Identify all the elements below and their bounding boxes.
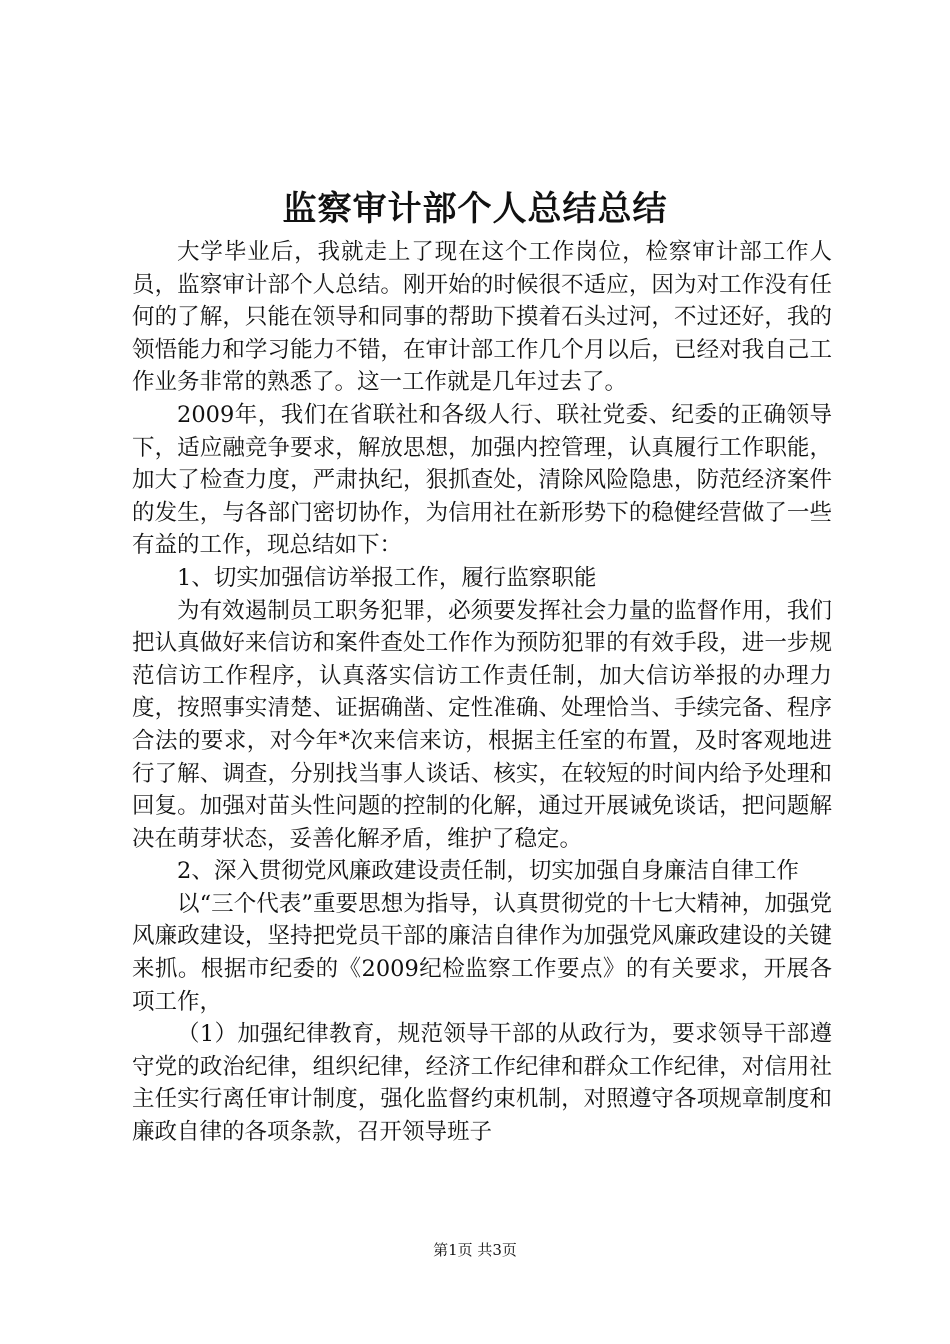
paragraph-item-1: （1）加强纪律教育，规范领导干部的从政行为，要求领导干部遵守党的政治纪律，组织纪律，经济工作纪律和群众工作纪律，对信用社主任实行离任审计制度，强化监督约束机制，对照遵守各项规章制度和廉政自律的各项条款，召开领导班子 [132, 1021, 832, 1146]
page-footer: 第1页 共3页 [433, 1241, 517, 1259]
paragraph-section-1: 为有效遏制员工职务犯罪，必须要发挥社会力量的监督作用，我们把认真做好来信访和案件查处工作作为预防犯罪的有效手段，进一步规范信访工作程序，认真落实信访工作责任制，加大信访举报的办理力度，按照事实清楚、证据确凿、定性准确、处理恰当、手续完备、程序合法的要求，对今年*次来信来访，根据主任室的布置，及时客观地进行了解、调查，分别找当事人谈话、核实，在较短的时间内给予处理和回复。加强对苗头性问题的控制的化解，通过开展诫免谈话，把问题解决在萌芽状态，妥善化解矛盾，维护了稳定。 [132, 597, 832, 852]
paragraph-2009-summary: 2009年，我们在省联社和各级人行、联社党委、纪委的正确领导下，适应融竞争要求，解放思想，加强内控管理，认真履行工作职能，加大了检查力度，严肃执纪，狠抓查处，清除风险隐患，防范经济案件的发生，与各部门密切协作，为信用社在新形势下的稳健经营做了一些有益的工作，现总结如下： [132, 401, 832, 559]
section-heading-1: 1、切实加强信访举报工作，履行监察职能 [177, 564, 597, 591]
document-body [132, 236, 832, 1149]
paragraph-intro: 大学毕业后，我就走上了现在这个工作岗位，检察审计部工作人员，监察审计部个人总结。刚开始的时候很不适应，因为对工作没有任何的了解，只能在领导和同事的帮助下摸着石头过河，不过还好，我的领悟能力和学习能力不错，在审计部工作几个月以后，已经对我自己工作业务非常的熟悉了。这一工作就是几年过去了。 [132, 239, 832, 396]
paragraph-section-2: 以“三个代表”重要思想为指导，认真贯彻党的十七大精神，加强党风廉政建设，坚持把党员干部的廉洁自律作为加强党风廉政建设的关键来抓。根据市纪委的《2009纪检监察工作要点》的有关要求，开展各项工作， [132, 890, 832, 1015]
document-title: 监察审计部个人总结总结 [282, 189, 668, 229]
section-heading-2: 2、深入贯彻党风廉政建设责任制，切实加强自身廉洁自律工作 [177, 858, 799, 885]
